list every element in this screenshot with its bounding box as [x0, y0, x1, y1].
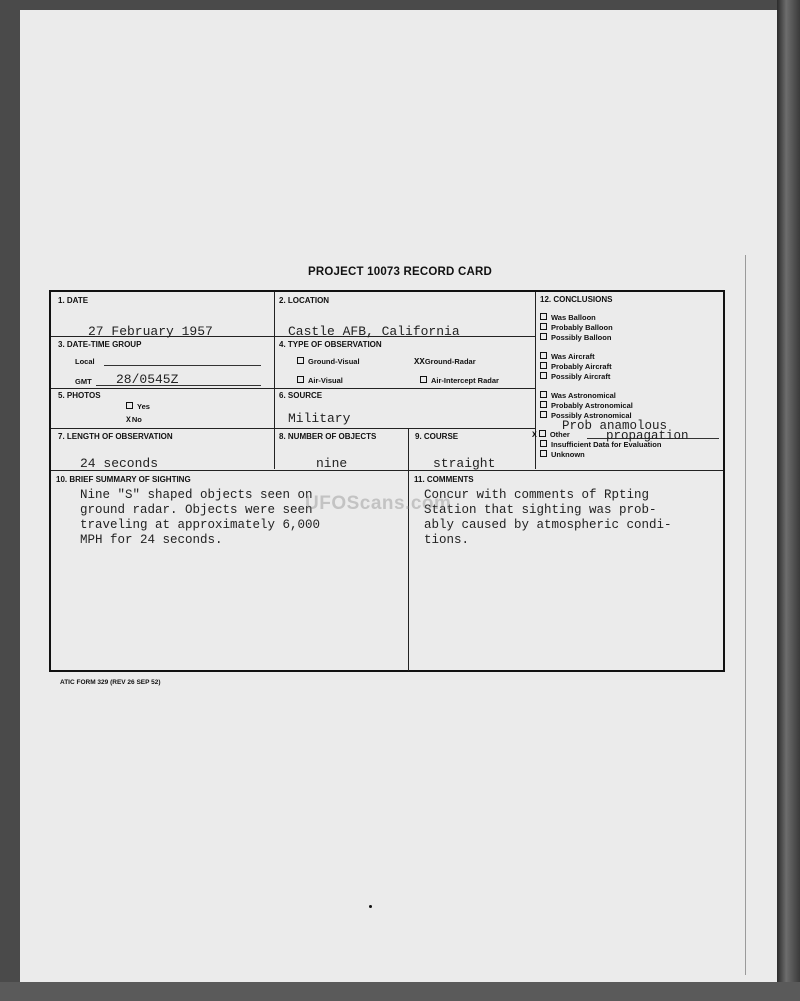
photos-label: 5. PHOTOS	[58, 391, 101, 400]
summary-line: Nine "S" shaped objects seen on	[80, 488, 313, 502]
course-value: straight	[433, 456, 496, 471]
checkbox-icon	[540, 411, 547, 418]
other-typed-line2: propagation	[606, 429, 689, 443]
air-visual-option: Air-Visual	[297, 376, 343, 385]
conclusion-option: Was Aircraft	[540, 352, 595, 362]
checkbox-icon	[540, 450, 547, 457]
checked-mark: X	[532, 431, 537, 440]
form-footer: ATIC FORM 329 (REV 26 SEP 52)	[60, 679, 161, 686]
checkbox-icon	[420, 376, 427, 383]
checkbox-icon	[540, 362, 547, 369]
grid-line	[51, 388, 535, 389]
page-fold-line	[745, 255, 746, 975]
checkbox-icon	[126, 402, 133, 409]
conclusions-label: 12. CONCLUSIONS	[540, 295, 613, 304]
ground-radar-option: XXGround-Radar	[414, 357, 476, 367]
grid-line	[274, 292, 275, 469]
checkbox-icon	[540, 391, 547, 398]
conclusion-other-option: X Other	[532, 430, 570, 440]
grid-line	[535, 292, 536, 469]
speck	[369, 905, 372, 908]
conclusion-option: Was Astronomical	[540, 391, 616, 401]
scan-edge-right	[777, 0, 800, 1001]
checkbox-icon	[540, 352, 547, 359]
summary-label: 10. BRIEF SUMMARY OF SIGHTING	[56, 475, 191, 484]
checkbox-icon	[297, 357, 304, 364]
checked-mark: X	[126, 416, 131, 425]
grid-line	[408, 428, 409, 671]
gmt-value: 28/0545Z	[116, 372, 179, 387]
conclusion-option: Possibly Balloon	[540, 333, 611, 343]
conclusion-option: Probably Aircraft	[540, 362, 612, 372]
checkbox-icon	[539, 430, 546, 437]
conclusion-option: Was Balloon	[540, 313, 596, 323]
comments-line: Station that sighting was prob-	[424, 503, 657, 517]
grid-line	[51, 428, 535, 429]
comments-line: Concur with comments of Rpting	[424, 488, 650, 502]
conclusion-option: Probably Balloon	[540, 323, 613, 333]
conclusion-option: Insufficient Data for Evaluation	[540, 440, 661, 450]
date-value: 27 February 1957	[88, 324, 213, 339]
checkbox-icon	[540, 372, 547, 379]
location-value: Castle AFB, California	[288, 324, 460, 339]
date-label: 1. DATE	[58, 296, 89, 305]
checkbox-icon	[540, 313, 547, 320]
objects-value: nine	[316, 456, 348, 471]
air-intercept-option: Air-Intercept Radar	[420, 376, 499, 385]
summary-line: ground radar. Objects were seen	[80, 503, 313, 517]
checkbox-icon	[540, 401, 547, 408]
length-label: 7. LENGTH OF OBSERVATION	[58, 432, 173, 441]
comments-line: ably caused by atmospheric condi-	[424, 518, 672, 532]
summary-line: MPH for 24 seconds.	[80, 533, 223, 547]
scan-edge-bottom	[0, 982, 800, 1001]
conclusion-option: Possibly Astronomical	[540, 411, 632, 421]
source-value: Military	[288, 411, 351, 426]
local-label: Local	[75, 357, 95, 366]
checkbox-icon	[540, 323, 547, 330]
checkbox-icon	[540, 333, 547, 340]
conclusion-option: Probably Astronomical	[540, 401, 633, 411]
summary-line: traveling at approximately 6,000	[80, 518, 321, 532]
dtg-label: 3. DATE-TIME GROUP	[58, 340, 142, 349]
source-label: 6. SOURCE	[279, 391, 323, 400]
course-label: 9. COURSE	[415, 432, 459, 441]
checkbox-icon	[540, 440, 547, 447]
observation-label: 4. TYPE OF OBSERVATION	[279, 340, 382, 349]
comments-line: tions.	[424, 533, 470, 547]
gmt-label: GMT	[75, 377, 92, 386]
location-label: 2. LOCATION	[279, 296, 330, 305]
comments-label: 11. COMMENTS	[414, 475, 474, 484]
checked-mark: XX	[414, 357, 425, 367]
objects-label: 8. NUMBER OF OBJECTS	[279, 432, 377, 441]
other-typed-line1: Prob anamolous	[562, 419, 668, 433]
local-underline	[104, 365, 261, 366]
ground-visual-option: Ground-Visual	[297, 357, 360, 366]
watermark: UFOScans.com	[305, 493, 452, 514]
checkbox-icon	[297, 376, 304, 383]
photos-no-option: XNo	[126, 415, 142, 425]
photos-yes-option: Yes	[126, 402, 150, 411]
length-value: 24 seconds	[80, 456, 159, 471]
conclusion-option: Possibly Aircraft	[540, 372, 610, 382]
conclusion-option: Unknown	[540, 450, 585, 460]
card-title: PROJECT 10073 RECORD CARD	[308, 266, 492, 278]
